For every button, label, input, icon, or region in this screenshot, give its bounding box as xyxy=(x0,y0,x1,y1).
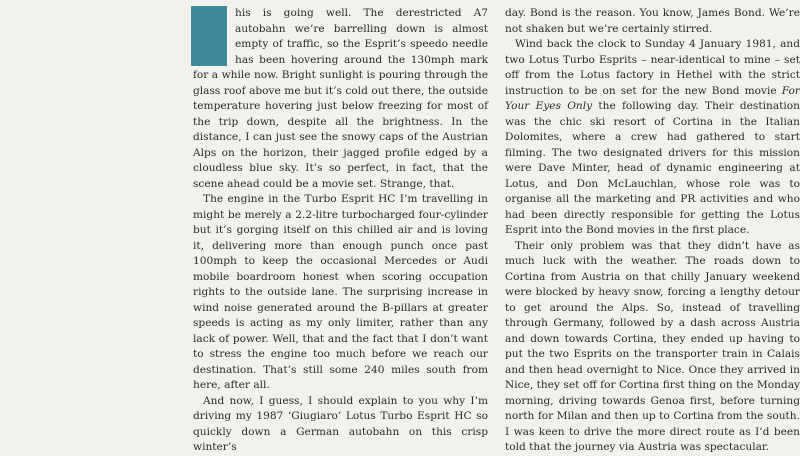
left-column xyxy=(193,6,488,456)
paragraph-3: And now, I guess, I should explain to you why I’m driving my 1987 ‘Giugiaro’ Lotus Turbo Esprit HC so quickly down a German autobahn on this crisp winter’s xyxy=(193,394,488,453)
paragraph-5-text-b: the following day. Their destination was the chic ski resort of Cortina in the Italian Dolomites, where a crew had gathered to start filming. The two designated drivers for this mission were Dave Minter, head of dynamic engineering at Lotus, and Don McLauchlan, whose role was to organise all the marketing and PR activities and who had been directly responsible for getting the Lotus Esprit into the Bond movies in the first place. xyxy=(505,100,800,236)
movie-title: For Your Eyes Only xyxy=(505,84,800,112)
paragraph-6: Their only problem was that they didn’t have as much luck with the weather. The roads down to Cortina from Austria on that chilly January weekend were blocked by heavy snow, forcing a lengthy detour to get around the Alps. So, instead of travelling through Germany, followed by a dash across Austria and down towards Cortina, they ended up having to put the two Esprits on the transporter train in Calais and then head overnight to Nice. Once they arrived in Nice, they set off for Cortina first thing on the Monday morning, driving towards Genoa first, before turning north for Milan and then up to Cortina from the south. I was keen to drive the more direct route as I’d been told that the journey via Austria was spectacular. xyxy=(505,239,800,453)
right-column xyxy=(505,6,800,456)
paragraph-1-text: his is going well. The derestricted A7 autobahn we’re barrelling down is almost empty of traffic, so the Esprit’s speedo needle has been hovering around the 130mph mark for a while now. Bright sunlight is pouring through the glass roof above me but it’s cold out there, the outside temperature hovering just below freezing for most of the trip down, despite all the brightness. In the distance, I can just see the snowy caps of the Austrian Alps on the horizon, their jagged profile edged by a cloudless blue sky. It’s so perfect, in fact, that the scene ahead could be a movie set. Strange, that. xyxy=(193,7,488,190)
paragraph-4: day. Bond is the reason. You know, James Bond. We’re not shaken but we’re certainly stirred. xyxy=(505,7,800,35)
drop-cap-block xyxy=(191,6,227,66)
paragraph-2: The engine in the Turbo Esprit HC I’m travelling in might be merely a 2.2-litre turbocharged four-cylinder but it’s gorging itself on this chilled air and is loving it, delivering more than enough punch once past 100mph to keep the occasional Mercedes or Audi mobile boardroom honest when scoring occupation rights to the outside lane. The surprising increase in wind noise generated around the B-pillars at greater speeds is acting as my only limiter, rather than any lack of power. Well, that and the fact that I don’t want to stress the engine too much before we reach our destination. That’s still some 240 miles south from here, after all. xyxy=(193,193,488,391)
paragraph-1 xyxy=(193,6,488,192)
paragraph-5 xyxy=(505,37,800,239)
paragraph-5-text-a: Wind back the clock to Sunday 4 January 1981, and two Lotus Turbo Esprits – near-identical to mine – set off from the Lotus factory in Hethel with the strict instruction to be on set for the new Bond movie xyxy=(505,38,800,97)
